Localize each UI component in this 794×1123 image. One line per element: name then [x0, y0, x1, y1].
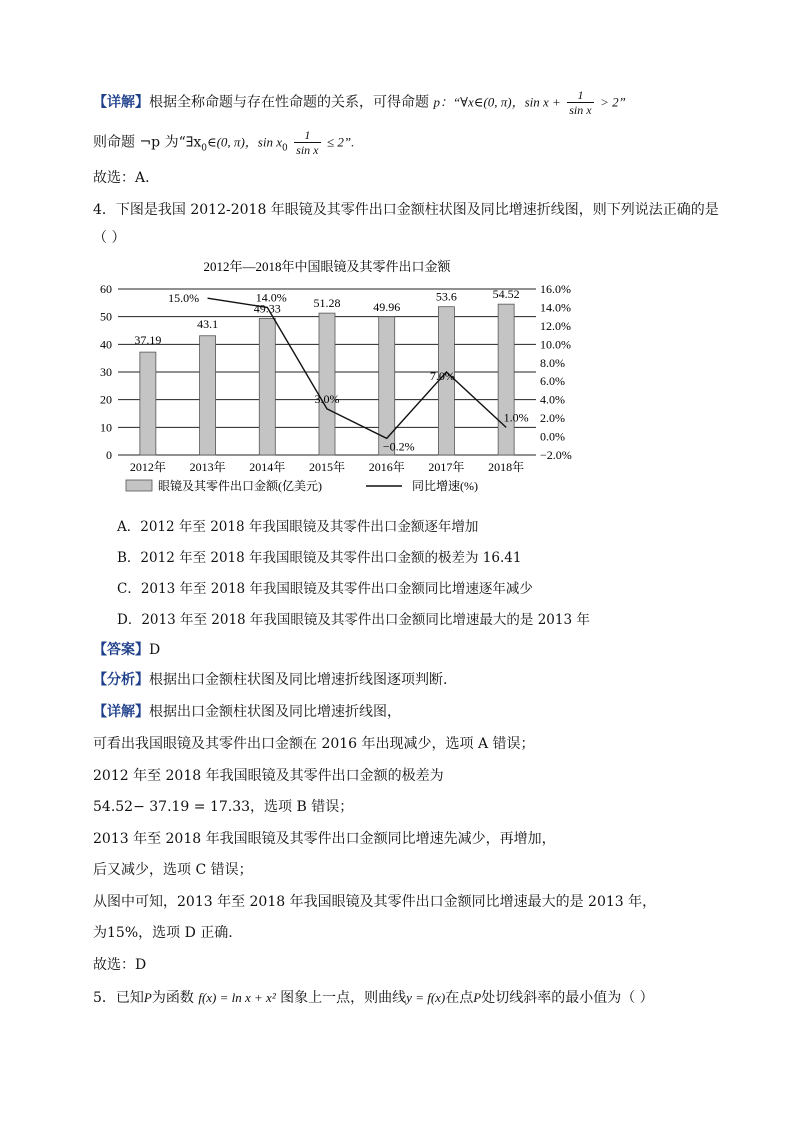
left-tick-label: 10	[100, 420, 112, 435]
explain-line-2: 2012 年至 2018 年我国眼镜及其零件出口金额的极差为	[93, 768, 444, 784]
frac-den-2: sin x	[296, 143, 319, 157]
export-chart	[90, 253, 610, 505]
category-label: 2017年	[428, 460, 465, 474]
frac-num-2: 1	[294, 128, 320, 143]
q5-pre: 5．已知	[93, 990, 144, 1006]
left-tick-label: 50	[100, 309, 112, 324]
category-label: 2014年	[249, 460, 286, 474]
prop-p-end: > 2”	[600, 94, 626, 110]
legend-line-label: 同比增速(%)	[412, 479, 478, 493]
growth-value-label: 7.0%	[429, 369, 455, 383]
right-tick-label: 16.0%	[540, 282, 571, 296]
detail-line-1	[93, 88, 626, 117]
left-tick-label: 0	[106, 448, 112, 462]
right-tick-label: 2.0%	[540, 411, 565, 426]
bar-value-label: 43.1	[197, 316, 219, 331]
analysis-line	[93, 670, 447, 690]
category-label: 2013年	[189, 460, 226, 474]
category-label: 2012年	[129, 460, 166, 474]
legend-bar-label: 眼镜及其零件出口金额(亿美元)	[158, 479, 322, 493]
bar-value-label: 49.96	[373, 299, 401, 314]
question-4-paren: （ ）	[93, 230, 126, 246]
question-5	[93, 988, 654, 1008]
option-d: D．2013 年至 2018 年我国眼镜及其零件出口金额同比增速最大的是 2013 年	[117, 612, 590, 628]
q5-mid1: 为函数	[151, 990, 194, 1006]
growth-value-label: 1.0%	[503, 410, 529, 425]
bar-value-label: 53.6	[435, 289, 457, 304]
bar-value-label: 37.19	[134, 333, 162, 348]
left-tick-label: 30	[100, 365, 112, 379]
right-tick-label: 10.0%	[540, 337, 571, 352]
fraction	[567, 88, 593, 117]
left-tick-label: 60	[100, 282, 112, 296]
bar	[200, 336, 216, 455]
detail-text: 根据全称命题与存在性命题的关系，可得命题	[149, 94, 429, 111]
detail-line-2	[93, 128, 354, 158]
detail-2-text: 根据出口金额柱状图及同比增速折线图，	[149, 704, 401, 720]
analysis-text: 根据出口金额柱状图及同比增速折线图逐项判断.	[149, 672, 448, 688]
q5-mid2: 图象上一点，则曲线	[280, 990, 407, 1006]
bar	[498, 304, 514, 455]
right-tick-label: 4.0%	[540, 392, 565, 407]
detail-tag: 【详解】	[93, 94, 149, 111]
category-label: 2016年	[368, 460, 405, 474]
right-tick-label: 8.0%	[540, 355, 565, 370]
answer-line	[93, 640, 160, 660]
sub-zero-2: 0	[281, 143, 288, 154]
frac-den: sin x	[569, 103, 592, 117]
answer-3: 故选：A.	[93, 170, 150, 186]
bar-value-label: 49.33	[253, 301, 281, 316]
neg-p-pre: 则命题 ¬p 为“∃x	[93, 134, 202, 151]
left-tick-label: 20	[100, 392, 112, 407]
legend-bar-swatch	[126, 480, 152, 491]
right-tick-label: −2.0%	[540, 448, 572, 462]
explain-line-4: 2013 年至 2018 年我国眼镜及其零件出口金额同比增速先减少，再增加，	[93, 831, 556, 847]
explain-line-1: 可看出我国眼镜及其零件出口金额在 2016 年出现减少，选项 A 错误；	[93, 736, 535, 752]
prop-p-quote: ：“∀x∈(0, π)，sin x +	[439, 94, 561, 110]
chart-title: 2012年—2018年中国眼镜及其零件出口金额	[203, 259, 451, 274]
category-label: 2015年	[308, 460, 346, 474]
option-c: C．2013 年至 2018 年我国眼镜及其零件出口金额同比增速逐年减少	[117, 581, 533, 597]
growth-value-label: 3.0%	[314, 391, 340, 406]
explain-line-7: 为15%，选项 D 正确.	[93, 925, 233, 941]
detail-2-tag: 【详解】	[93, 704, 149, 720]
right-tick-label: 14.0%	[540, 300, 571, 315]
right-tick-label: 0.0%	[540, 429, 565, 444]
right-tick-label: 6.0%	[540, 374, 565, 389]
sub-zero: 0	[201, 143, 207, 154]
fraction-2	[294, 128, 320, 157]
answer-value: D	[149, 642, 161, 658]
frac-num: 1	[567, 88, 593, 103]
category-label: 2018年	[488, 460, 525, 474]
q5-end: 处切线斜率的最小值为（ ）	[481, 990, 654, 1006]
growth-line	[208, 298, 507, 438]
explain-line-6: 从图中可知，2013 年至 2018 年我国眼镜及其零件出口金额同比增速最大的是 2013 年，	[93, 894, 657, 910]
q5-p2: P	[473, 990, 482, 1005]
prop-p: p	[433, 94, 440, 110]
analysis-tag: 【分析】	[93, 672, 149, 688]
question-4-stem: 4．下图是我国 2012-2018 年眼镜及其零件出口金额柱状图及同比增速折线图，则下列说法正确的是	[93, 202, 719, 218]
neg-p-end: ≤ 2”.	[326, 134, 355, 150]
option-a: A．2012 年至 2018 年我国眼镜及其零件出口金额逐年增加	[117, 519, 479, 535]
neg-p-mid: ∈(0, π)，sin x	[206, 134, 282, 150]
q5-fx: f(x) = ln x + x²	[198, 990, 276, 1005]
growth-value-label: 15.0%	[168, 291, 200, 306]
bar	[259, 319, 275, 455]
bar-value-label: 51.28	[313, 296, 341, 311]
answer-tag: 【答案】	[93, 642, 149, 658]
option-b: B．2012 年至 2018 年我国眼镜及其零件出口金额的极差为 16.41	[117, 550, 522, 566]
right-tick-label: 12.0%	[540, 318, 571, 333]
q5-mid3: 在点	[445, 990, 474, 1006]
growth-value-label: 14.0%	[255, 290, 287, 305]
growth-value-label: −0.2%	[382, 439, 415, 454]
detail-2-line	[93, 702, 401, 722]
bar	[140, 352, 156, 455]
explain-line-5: 后又减少，选项 C 错误；	[93, 862, 253, 878]
bar-value-label: 54.52	[492, 287, 520, 302]
bar	[319, 313, 335, 455]
explain-line-3: 54.52− 37.19 = 17.33，选项 B 错误；	[93, 799, 354, 815]
q5-curve: y = f(x)	[406, 990, 446, 1005]
left-tick-label: 40	[100, 337, 112, 352]
explain-line-8: 故选：D	[93, 957, 147, 973]
bar	[379, 317, 395, 455]
q5-p: P	[143, 990, 152, 1005]
